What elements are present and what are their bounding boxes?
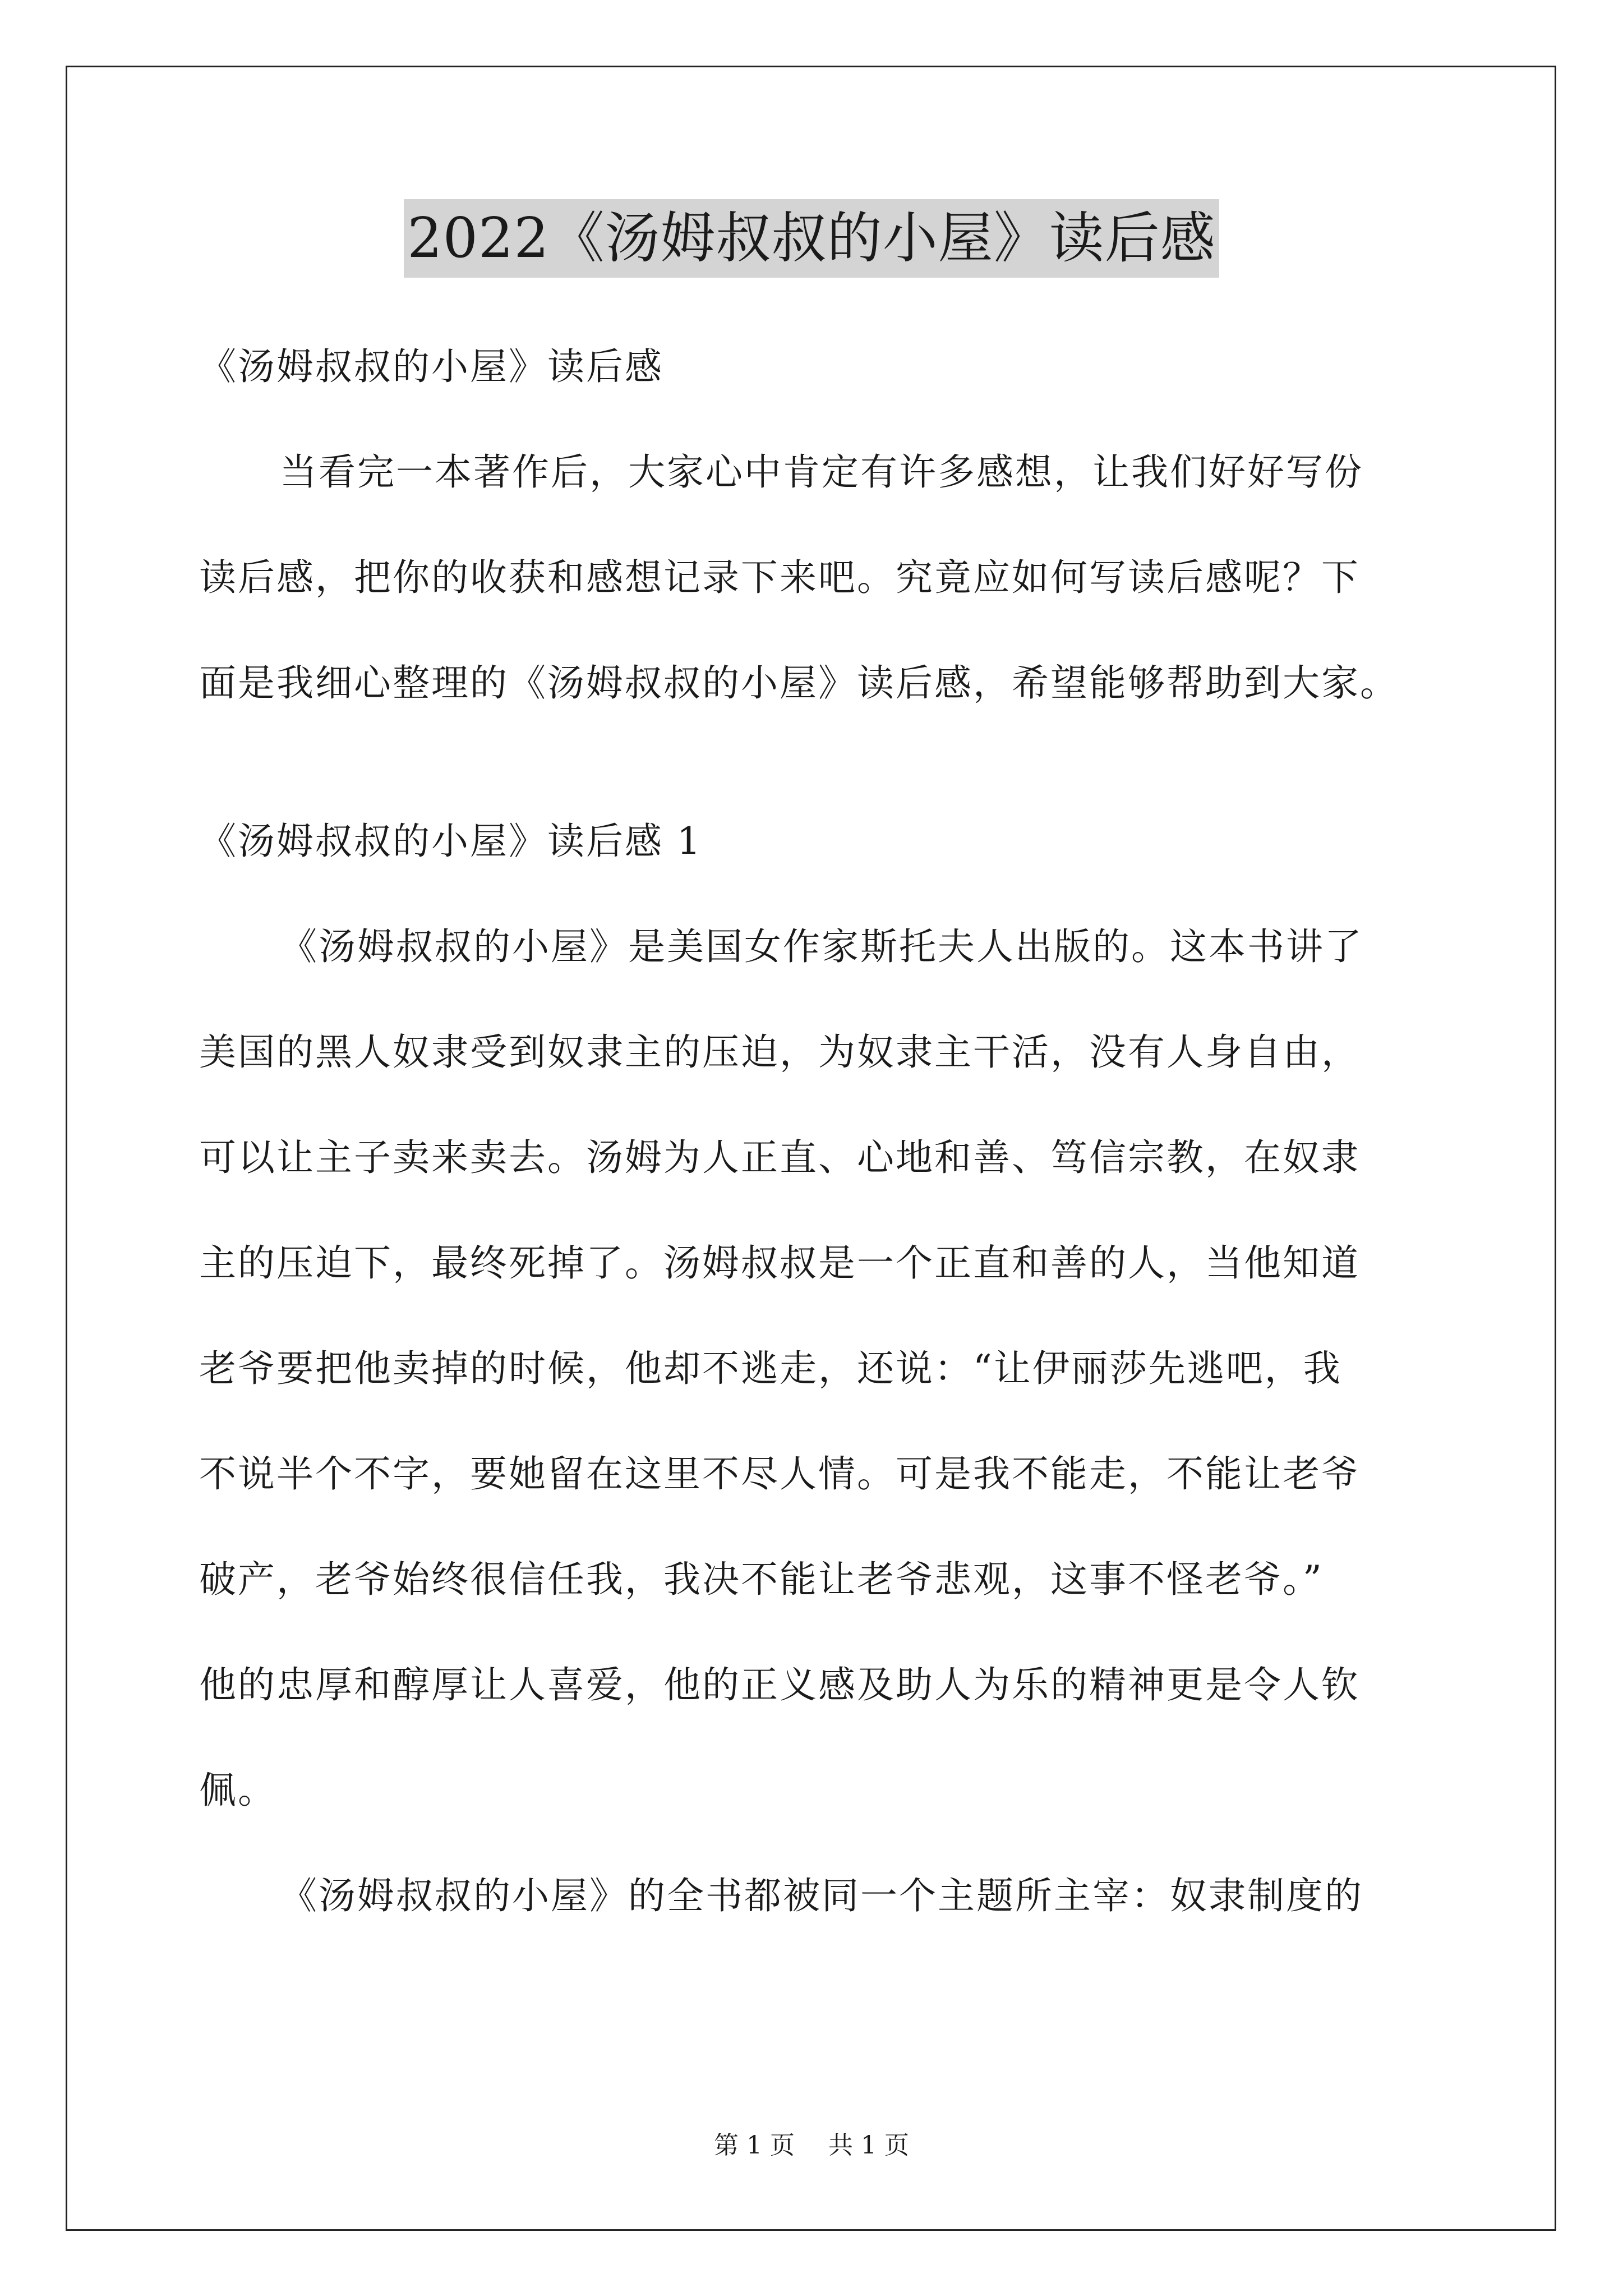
intro-line: 面是我细心整理的《汤姆叔叔的小屋》读后感，希望能够帮助到大家。	[199, 661, 1399, 705]
page-footer	[0, 2129, 1623, 2162]
document-title: 2022《汤姆叔叔的小屋》读后感	[404, 199, 1219, 278]
paragraph-line: 不说半个不字，要她留在这里不尽人情。可是我不能走，不能让老爷	[199, 1452, 1360, 1496]
paragraph-line: 美国的黑人奴隶受到奴隶主的压迫，为奴隶主干活，没有人身自由，	[199, 1030, 1360, 1074]
page-number-total: 共 1 页	[828, 2131, 909, 2160]
page-number-current: 第 1 页	[714, 2131, 795, 2160]
paragraph-line: 他的忠厚和醇厚让人喜爱，他的正义感及助人为乐的精神更是令人钦	[199, 1663, 1360, 1706]
paragraph-line: 老爷要把他卖掉的时候，他却不逃走，还说：“让伊丽莎先逃吧，我	[199, 1347, 1342, 1390]
intro-heading: 《汤姆叔叔的小屋》读后感	[199, 345, 663, 388]
paragraph-line: 佩。	[199, 1769, 276, 1812]
intro-line: 当看完一本著作后，大家心中肯定有许多感想，让我们好好写份	[280, 450, 1363, 494]
document-body	[199, 314, 1433, 1949]
paragraph-line: 可以让主子卖来卖去。汤姆为人正直、心地和善、笃信宗教，在奴隶	[199, 1136, 1360, 1179]
paragraph-line: 《汤姆叔叔的小屋》的全书都被同一个主题所主宰：奴隶制度的	[280, 1874, 1363, 1917]
paragraph-line: 破产，老爷始终很信任我，我决不能让老爷悲观，这事不怪老爷。”	[199, 1558, 1324, 1601]
paragraph-line: 《汤姆叔叔的小屋》是美国女作家斯托夫人出版的。这本书讲了	[280, 925, 1363, 968]
intro-line: 读后感，把你的收获和感想记录下来吧。究竟应如何写读后感呢？下	[199, 556, 1360, 599]
section-gap	[199, 736, 1433, 789]
paragraph-line: 主的压迫下，最终死掉了。汤姆叔叔是一个正直和善的人，当他知道	[199, 1241, 1360, 1285]
title-container	[0, 199, 1623, 278]
section-heading: 《汤姆叔叔的小屋》读后感 1	[199, 820, 702, 863]
